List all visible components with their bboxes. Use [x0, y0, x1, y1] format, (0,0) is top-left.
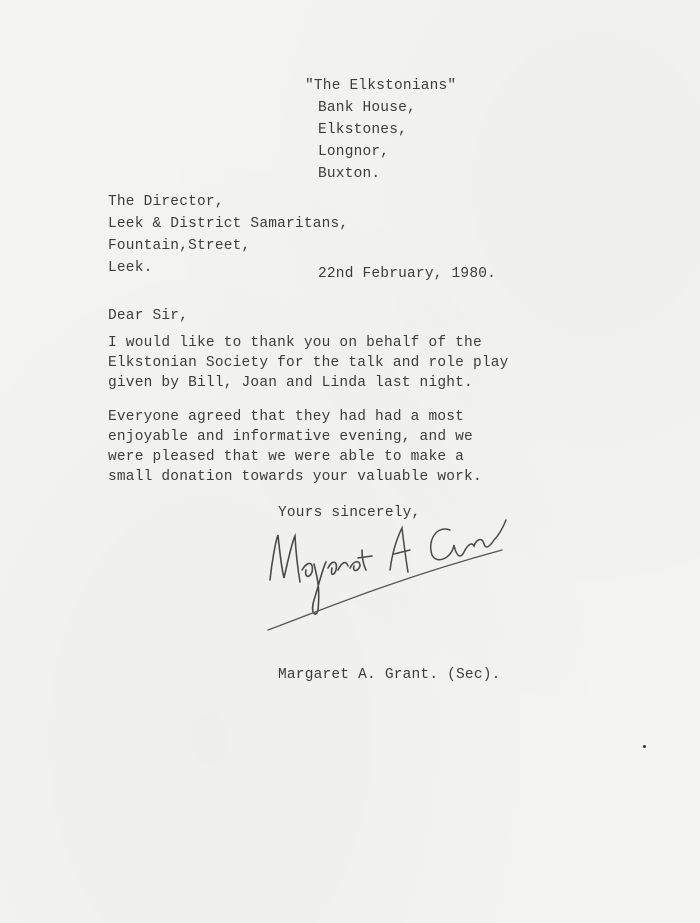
sender-line-1: "The Elkstonians" [305, 78, 457, 94]
paragraph2-line-2: enjoyable and informative evening, and we [108, 429, 473, 445]
paragraph2-line-1: Everyone agreed that they had had a most [108, 409, 465, 425]
sender-line-4: Longnor, [318, 144, 390, 160]
paragraph1-line-2: Elkstonian Society for the talk and role play [108, 355, 509, 371]
sender-line-5: Buxton. [318, 166, 381, 182]
signatory-name: Margaret A. Grant. (Sec). [278, 667, 501, 683]
paragraph1-line-3: given by Bill, Joan and Linda last night. [108, 375, 473, 391]
recipient-line-1: The Director, [108, 194, 224, 210]
recipient-line-3: Fountain,Street, [108, 238, 251, 254]
paragraph2-line-4: small donation towards your valuable work. [108, 469, 482, 485]
salutation: Dear Sir, [108, 308, 189, 324]
paragraph2-line-3: were pleased that we were able to make a [108, 449, 465, 465]
sender-line-3: Elkstones, [318, 122, 408, 138]
recipient-line-4: Leek. [108, 260, 153, 276]
recipient-line-2: Leek & District Samaritans, [108, 216, 349, 232]
paragraph1-line-1: I would like to thank you on behalf of the [108, 335, 482, 351]
letter-date: 22nd February, 1980. [318, 266, 497, 282]
sender-line-2: Bank House, [318, 100, 416, 116]
ink-speck [643, 745, 646, 748]
closing: Yours sincerely, [278, 505, 421, 521]
handwritten-signature [262, 500, 522, 640]
